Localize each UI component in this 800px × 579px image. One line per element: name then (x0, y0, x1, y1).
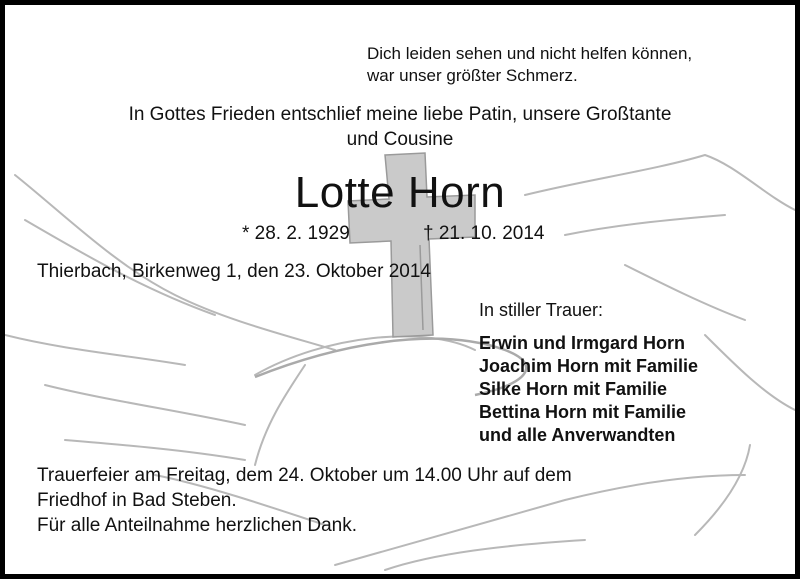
family-member: Erwin und Irmgard Horn (479, 333, 686, 353)
deceased-name: Lotte Horn (294, 168, 506, 217)
verse (367, 43, 692, 87)
family-list (479, 332, 698, 447)
place-and-date: Thierbach, Birkenweg 1, den 23. Oktober 2014 (37, 261, 431, 282)
verse-line: war unser größter Schmerz. (367, 66, 578, 85)
family-member: und alle Anverwandten (479, 425, 676, 445)
family-member: Joachim Horn mit Familie (479, 356, 699, 376)
intro-line: In Gottes Frieden entschlief meine liebe Patin, unsere Großtante (128, 104, 672, 125)
family-member: Bettina Horn mit Familie (479, 402, 687, 422)
funeral-service-info (37, 463, 572, 513)
intro-text (5, 102, 795, 152)
service-line: Friedhof in Bad Steben. (37, 490, 237, 511)
family-member: Silke Horn mit Familie (479, 379, 668, 399)
service-line: Trauerfeier am Freitag, dem 24. Oktober um 14.00 Uhr auf dem (37, 465, 572, 486)
birth-date: * 28. 2. 1929 (242, 223, 350, 244)
death-date: † 21. 10. 2014 (423, 223, 545, 244)
verse-line: Dich leiden sehen und nicht helfen können, (367, 44, 693, 63)
intro-line: und Cousine (346, 129, 454, 150)
mourning-label: In stiller Trauer: (479, 300, 604, 320)
thanks-text: Für alle Anteilnahme herzlichen Dank. (37, 515, 358, 536)
